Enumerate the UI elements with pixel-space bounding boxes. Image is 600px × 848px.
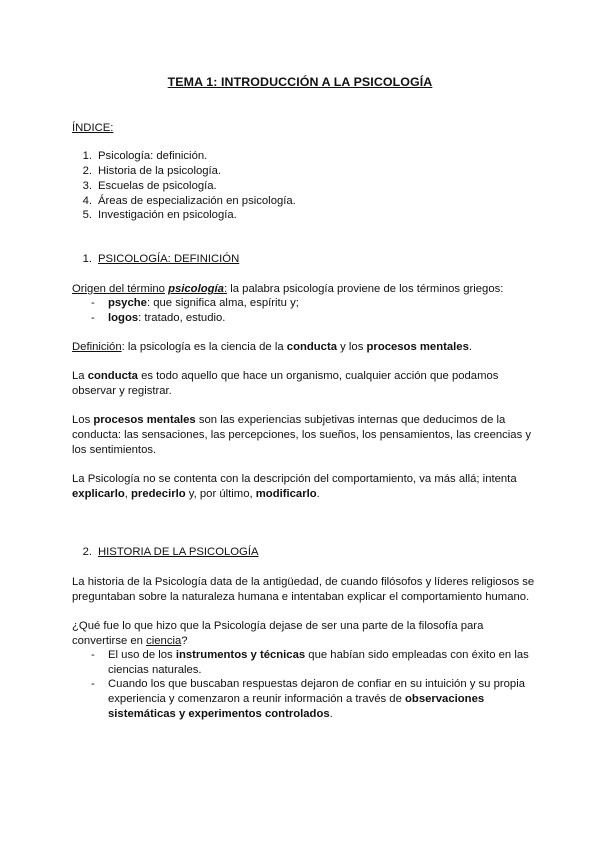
definition-paragraph: Definición: la psicología es la ciencia de la conducta y los procesos mentales. <box>72 341 473 353</box>
index-item: 3. Escuelas de psicología. <box>82 180 217 192</box>
history-paragraph-line2: preguntaban sobre la naturaleza humana e intentaban explicar el comportamiento humano. <box>72 591 530 603</box>
index-item: 2. Historia de la psicología. <box>82 165 222 177</box>
goals-paragraph-line1: La Psicología no se contenta con la descripción del comportamiento, va más allá; intenta <box>72 473 517 485</box>
index-item: 5. Investigación en psicología. <box>82 209 237 221</box>
history-bullet-2-line2: experiencia y comenzaron a reunir información a través de observaciones <box>108 693 485 705</box>
history-bullet-1-line1: - El uso de los instrumentos y técnicas que habían sido empleadas con éxito en las <box>91 649 529 661</box>
procesos-paragraph-line1: Los procesos mentales son las experiencias subjetivas internas que deducimos de la <box>72 414 506 426</box>
section-2-heading: 2. HISTORIA DE LA PSICOLOGÍA <box>82 546 259 558</box>
procesos-paragraph-line3: los sentimientos. <box>72 444 157 456</box>
conducta-paragraph-line2: observar y registrar. <box>72 385 172 397</box>
index-item: 4. Áreas de especialización en psicología. <box>82 195 296 207</box>
index-item: 1. Psicología: definición. <box>82 150 208 162</box>
history-bullet-2-line1: - Cuando los que buscaban respuestas dejaron de confiar en su intuición y su propia <box>91 678 526 690</box>
question-line2: convertirse en ciencia? <box>72 635 188 647</box>
greek-term-item: - logos: tratado, estudio. <box>91 312 226 324</box>
history-bullet-2-line3: sistemáticas y experimentos controlados. <box>108 708 333 720</box>
history-bullet-1-line2: ciencias naturales. <box>108 664 202 676</box>
document-title: TEMA 1: INTRODUCCIÓN A LA PSICOLOGÍA <box>167 75 433 89</box>
procesos-paragraph-line2: conducta: las sensaciones, las percepciones, los sueños, los pensamientos, las creencias y <box>72 429 532 441</box>
section-1-heading: 1. PSICOLOGÍA: DEFINICIÓN <box>82 253 240 265</box>
origin-paragraph: Origen del término psicología: la palabra psicología proviene de los términos griegos: <box>72 283 504 295</box>
index-heading: ÍNDICE: <box>72 122 114 134</box>
question-line1: ¿Qué fue lo que hizo que la Psicología dejase de ser una parte de la filosofía para <box>72 620 484 632</box>
greek-term-item: - psyche: que significa alma, espíritu y; <box>91 297 299 309</box>
conducta-paragraph-line1: La conducta es todo aquello que hace un organismo, cualquier acción que podamos <box>72 370 499 382</box>
history-paragraph-line1: La historia de la Psicología data de la antigüedad, de cuando filósofos y líderes religiosos se <box>72 576 535 588</box>
goals-paragraph-line2: explicarlo, predecirlo y, por último, modificarlo. <box>72 488 320 500</box>
